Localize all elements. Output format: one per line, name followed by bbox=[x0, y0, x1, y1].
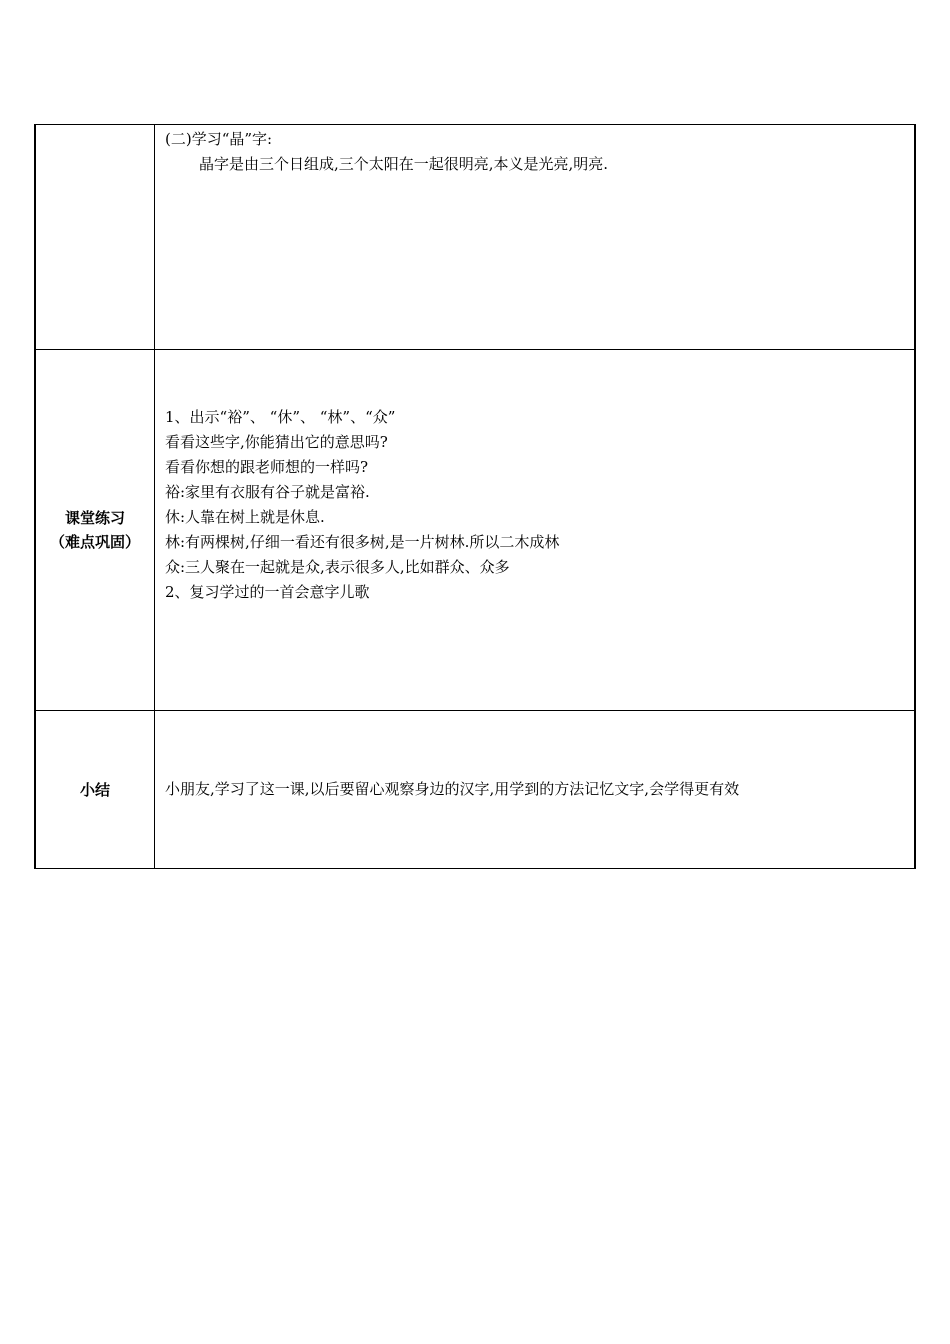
row-label bbox=[35, 711, 155, 869]
row-content bbox=[155, 125, 916, 350]
paragraph-text: 晶字是由三个日组成,三个太阳在一起很明亮,本义是光亮,明亮. bbox=[199, 155, 609, 173]
row-label-empty bbox=[35, 125, 155, 350]
row-label bbox=[35, 350, 155, 711]
row-label-title: 小结 bbox=[79, 780, 110, 799]
jing-character-section bbox=[155, 125, 914, 177]
list-item: 看看这些字,你能猜出它的意思吗? bbox=[165, 433, 388, 451]
practice-section bbox=[155, 350, 914, 605]
row-label-title: 课堂练习 bbox=[64, 509, 125, 527]
list-item: 2、复习学过的一首会意字儿歌 bbox=[165, 583, 370, 601]
list-item: 1、出示“裕”、 “休”、 “林”、“众” bbox=[165, 408, 396, 426]
summary-section bbox=[155, 711, 914, 868]
row-content bbox=[155, 711, 916, 869]
list-item: 裕:家里有衣服有谷子就是富裕. bbox=[165, 483, 370, 501]
row-content bbox=[155, 350, 916, 711]
list-item: 众:三人聚在一起就是众,表示很多人,比如群众、众多 bbox=[165, 558, 510, 576]
list-item: 看看你想的跟老师想的一样吗? bbox=[165, 458, 369, 476]
section-heading: (二)学习“晶”字: bbox=[165, 130, 273, 148]
list-item: 休:人靠在树上就是休息. bbox=[165, 508, 325, 526]
table-row bbox=[35, 125, 915, 350]
table-row bbox=[35, 350, 915, 711]
lesson-plan-table bbox=[34, 124, 916, 869]
summary-text: 小朋友,学习了这一课,以后要留心观察身边的汉字,用学到的方法记忆文字,会学得更有效 bbox=[165, 780, 740, 798]
list-item: 林:有两棵树,仔细一看还有很多树,是一片树林.所以二木成林 bbox=[165, 533, 560, 551]
row-label-subtitle: （难点巩固） bbox=[49, 533, 140, 551]
table-row bbox=[35, 711, 915, 869]
